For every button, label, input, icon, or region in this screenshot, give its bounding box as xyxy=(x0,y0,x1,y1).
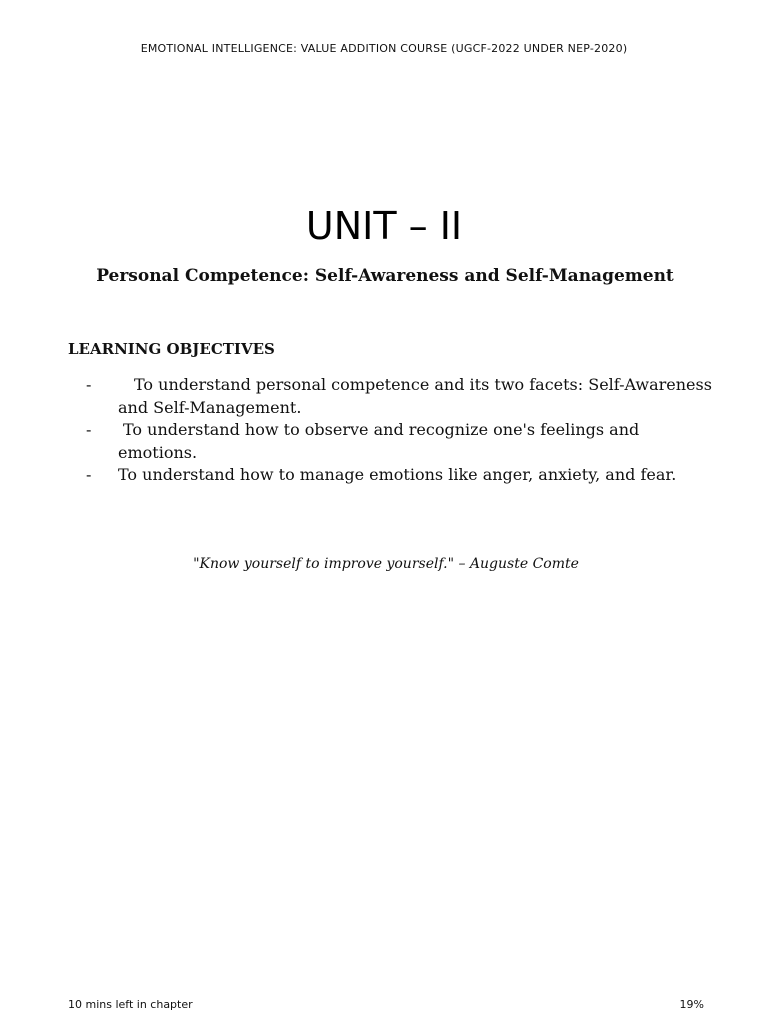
chapter-time-left: 10 mins left in chapter xyxy=(68,998,193,1011)
objective-item xyxy=(86,374,716,419)
objective-bullet: - xyxy=(86,420,92,439)
objective-item xyxy=(86,464,716,487)
learning-objectives-list xyxy=(86,374,716,487)
objective-text: To understand how to observe and recognize one's feelings and emotions. xyxy=(118,420,640,462)
objective-bullet: - xyxy=(86,465,92,484)
running-header: EMOTIONAL INTELLIGENCE: VALUE ADDITION COURSE (UGCF-2022 UNDER NEP-2020) xyxy=(140,42,628,55)
objective-item xyxy=(86,419,716,464)
objective-bullet: - xyxy=(86,375,92,394)
unit-title: UNIT – II xyxy=(305,204,463,248)
objective-text: To understand personal competence and its two facets: Self-Awareness and Self-Management. xyxy=(118,375,712,417)
unit-subtitle: Personal Competence: Self-Awareness and Self-Management xyxy=(96,266,674,286)
learning-objectives-heading: LEARNING OBJECTIVES xyxy=(68,340,275,358)
epigraph-quote: "Know yourself to improve yourself." – Auguste Comte xyxy=(193,556,579,572)
reading-progress: 19% xyxy=(679,998,704,1011)
objective-text: To understand how to manage emotions like anger, anxiety, and fear. xyxy=(118,465,677,484)
